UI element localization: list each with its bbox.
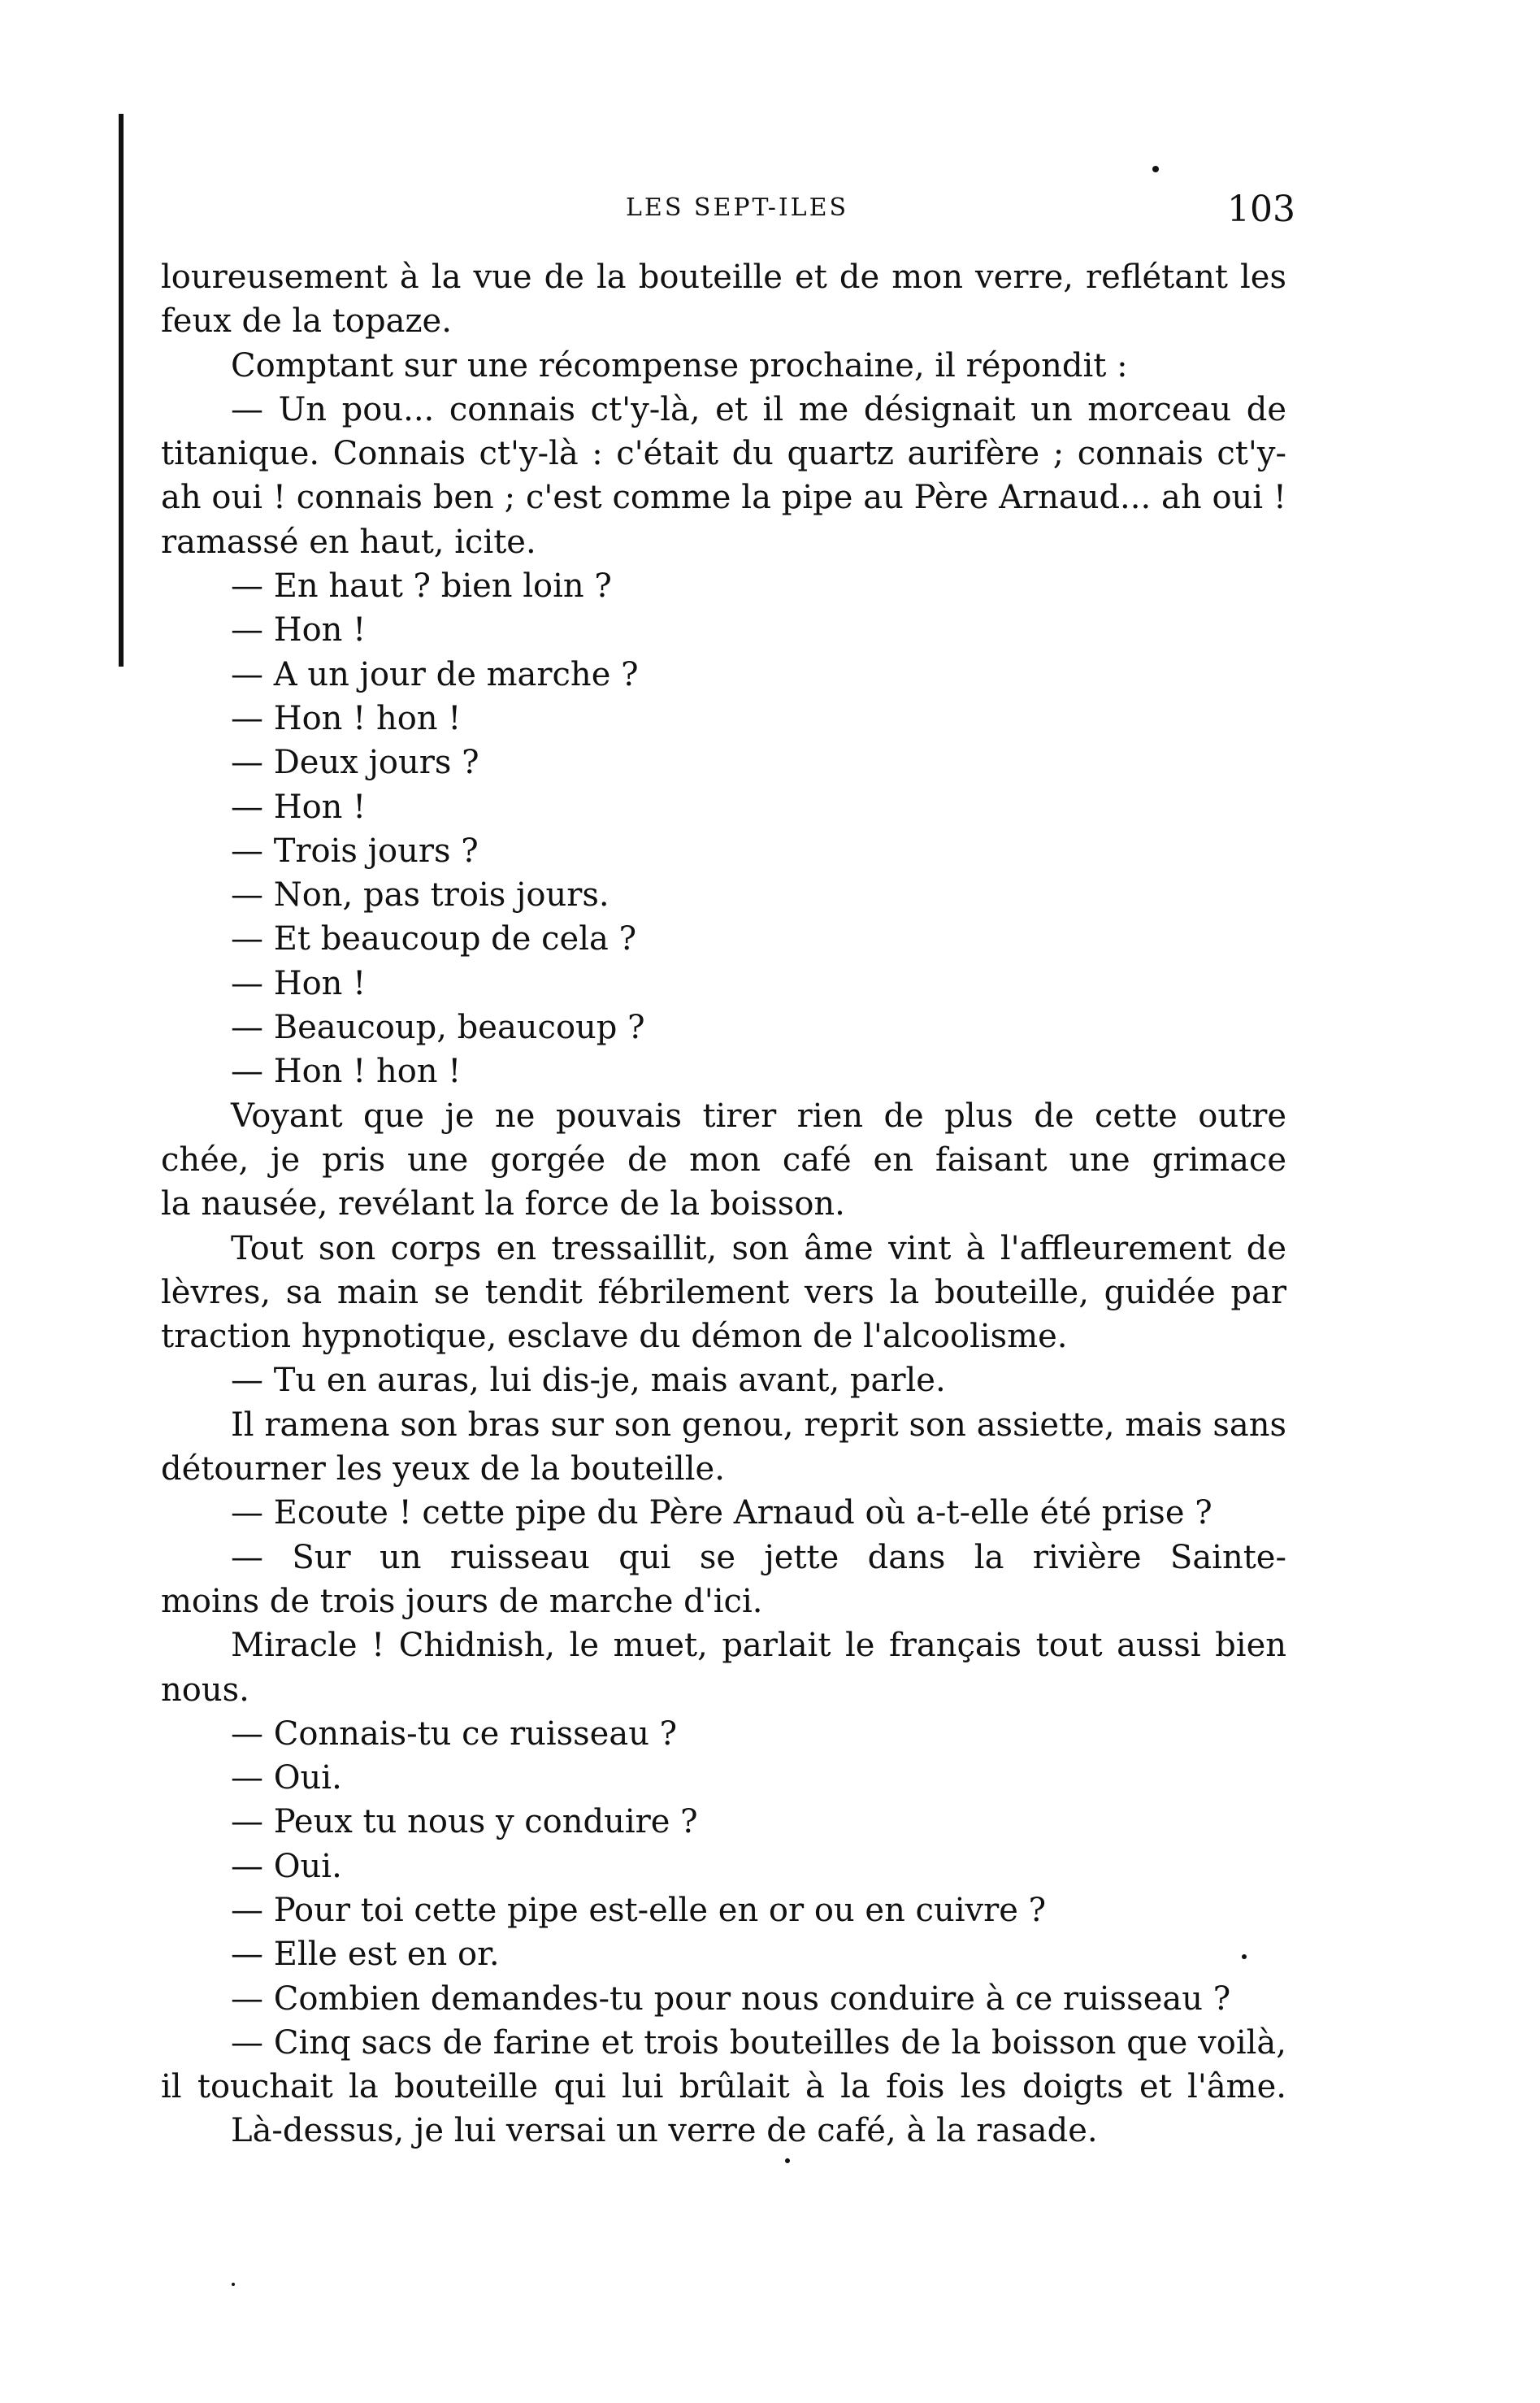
text-line: — Sur un ruisseau qui se jette dans la rivière Sainte- bbox=[231, 1538, 1286, 1576]
text-line: — Connais-tu ce ruisseau ? bbox=[231, 1714, 678, 1753]
text-line: ah oui ! connais ben ; c'est comme la pipe au Père Arnaud... ah oui ! bbox=[161, 479, 1286, 517]
text-line: — En haut ? bien loin ? bbox=[231, 567, 612, 606]
text-line: Miracle ! Chidnish, le muet, parlait le français tout aussi bien bbox=[231, 1627, 1286, 1665]
running-head bbox=[0, 189, 1540, 237]
text-line: — Hon ! bbox=[231, 611, 367, 650]
text-line: — Elle est en or. bbox=[231, 1936, 500, 1974]
text-line: il touchait la bouteille qui lui brûlait à la fois les doigts et l'âme. bbox=[161, 2068, 1286, 2106]
body-text bbox=[161, 255, 1286, 2153]
page-number: 103 bbox=[1227, 189, 1295, 230]
text-line: — Hon ! hon ! bbox=[231, 1053, 462, 1091]
ink-speck bbox=[785, 2158, 790, 2163]
text-line: — Un pou... connais ct'y-là, et il me désignait un morceau de bbox=[231, 390, 1286, 428]
text-line: — Oui. bbox=[231, 1759, 342, 1797]
text-line: Tout son corps en tressaillit, son âme vint à l'affleurement de bbox=[231, 1229, 1286, 1267]
text-line: titanique. Connais ct'y-là : c'était du quartz aurifère ; connais ct'y- bbox=[161, 435, 1286, 473]
text-line: Comptant sur une récompense prochaine, il répondit : bbox=[231, 346, 1128, 385]
text-line: — Hon ! bbox=[231, 964, 367, 1002]
text-line: — Hon ! hon ! bbox=[231, 699, 462, 737]
text-line: Il ramena son bras sur son genou, reprit son assiette, mais sans bbox=[231, 1406, 1286, 1444]
text-line: ramassé en haut, icite. bbox=[161, 523, 536, 561]
text-line: feux de la topaze. bbox=[161, 302, 452, 341]
text-line: moins de trois jours de marche d'ici. bbox=[161, 1582, 763, 1620]
text-line: détourner les yeux de la bouteille. bbox=[161, 1450, 725, 1488]
text-line: — Trois jours ? bbox=[231, 832, 479, 870]
text-line: lèvres, sa main se tendit fébrilement vers la bouteille, guidée par bbox=[161, 1273, 1286, 1311]
text-line: — Peux tu nous y conduire ? bbox=[231, 1803, 698, 1841]
text-line: — Combien demandes-tu pour nous conduire à ce ruisseau ? bbox=[231, 1979, 1231, 2018]
ink-speck bbox=[232, 2283, 235, 2286]
text-line: Voyant que je ne pouvais tirer rien de plus de cette outre bbox=[231, 1097, 1286, 1135]
text-line: nous. bbox=[161, 1671, 249, 1709]
text-line: loureusement à la vue de la bouteille et de mon verre, reflétant les bbox=[161, 259, 1286, 296]
text-line: — Ecoute ! cette pipe du Père Arnaud où a-t-elle été prise ? bbox=[231, 1494, 1212, 1532]
text-line: — Et beaucoup de cela ? bbox=[231, 920, 637, 958]
text-line: traction hypnotique, esclave du démon de l'alcoolisme. bbox=[161, 1318, 1068, 1356]
text-line: — A un jour de marche ? bbox=[231, 655, 639, 693]
text-line: chée, je pris une gorgée de mon café en faisant une grimace bbox=[161, 1141, 1286, 1179]
running-title: LES SEPT-ILES bbox=[626, 193, 849, 222]
text-line: — Pour toi cette pipe est-elle en or ou en cuivre ? bbox=[231, 1891, 1047, 1929]
text-line: — Non, pas trois jours. bbox=[231, 876, 609, 915]
text-line: — Cinq sacs de farine et trois bouteilles de la boisson que voilà, bbox=[231, 2023, 1286, 2062]
text-line: — Oui. bbox=[231, 1847, 342, 1885]
text-line: — Beaucoup, beaucoup ? bbox=[231, 1009, 645, 1047]
text-line: — Tu en auras, lui dis-je, mais avant, parle. bbox=[231, 1362, 946, 1400]
ink-speck bbox=[1152, 166, 1159, 172]
text-line: la nausée, revélant la force de la boisson. bbox=[161, 1185, 845, 1223]
text-line: — Deux jours ? bbox=[231, 744, 479, 782]
text-line: Là-dessus, je lui versai un verre de café, à la rasade. bbox=[231, 2112, 1098, 2150]
text-line: — Hon ! bbox=[231, 788, 367, 826]
